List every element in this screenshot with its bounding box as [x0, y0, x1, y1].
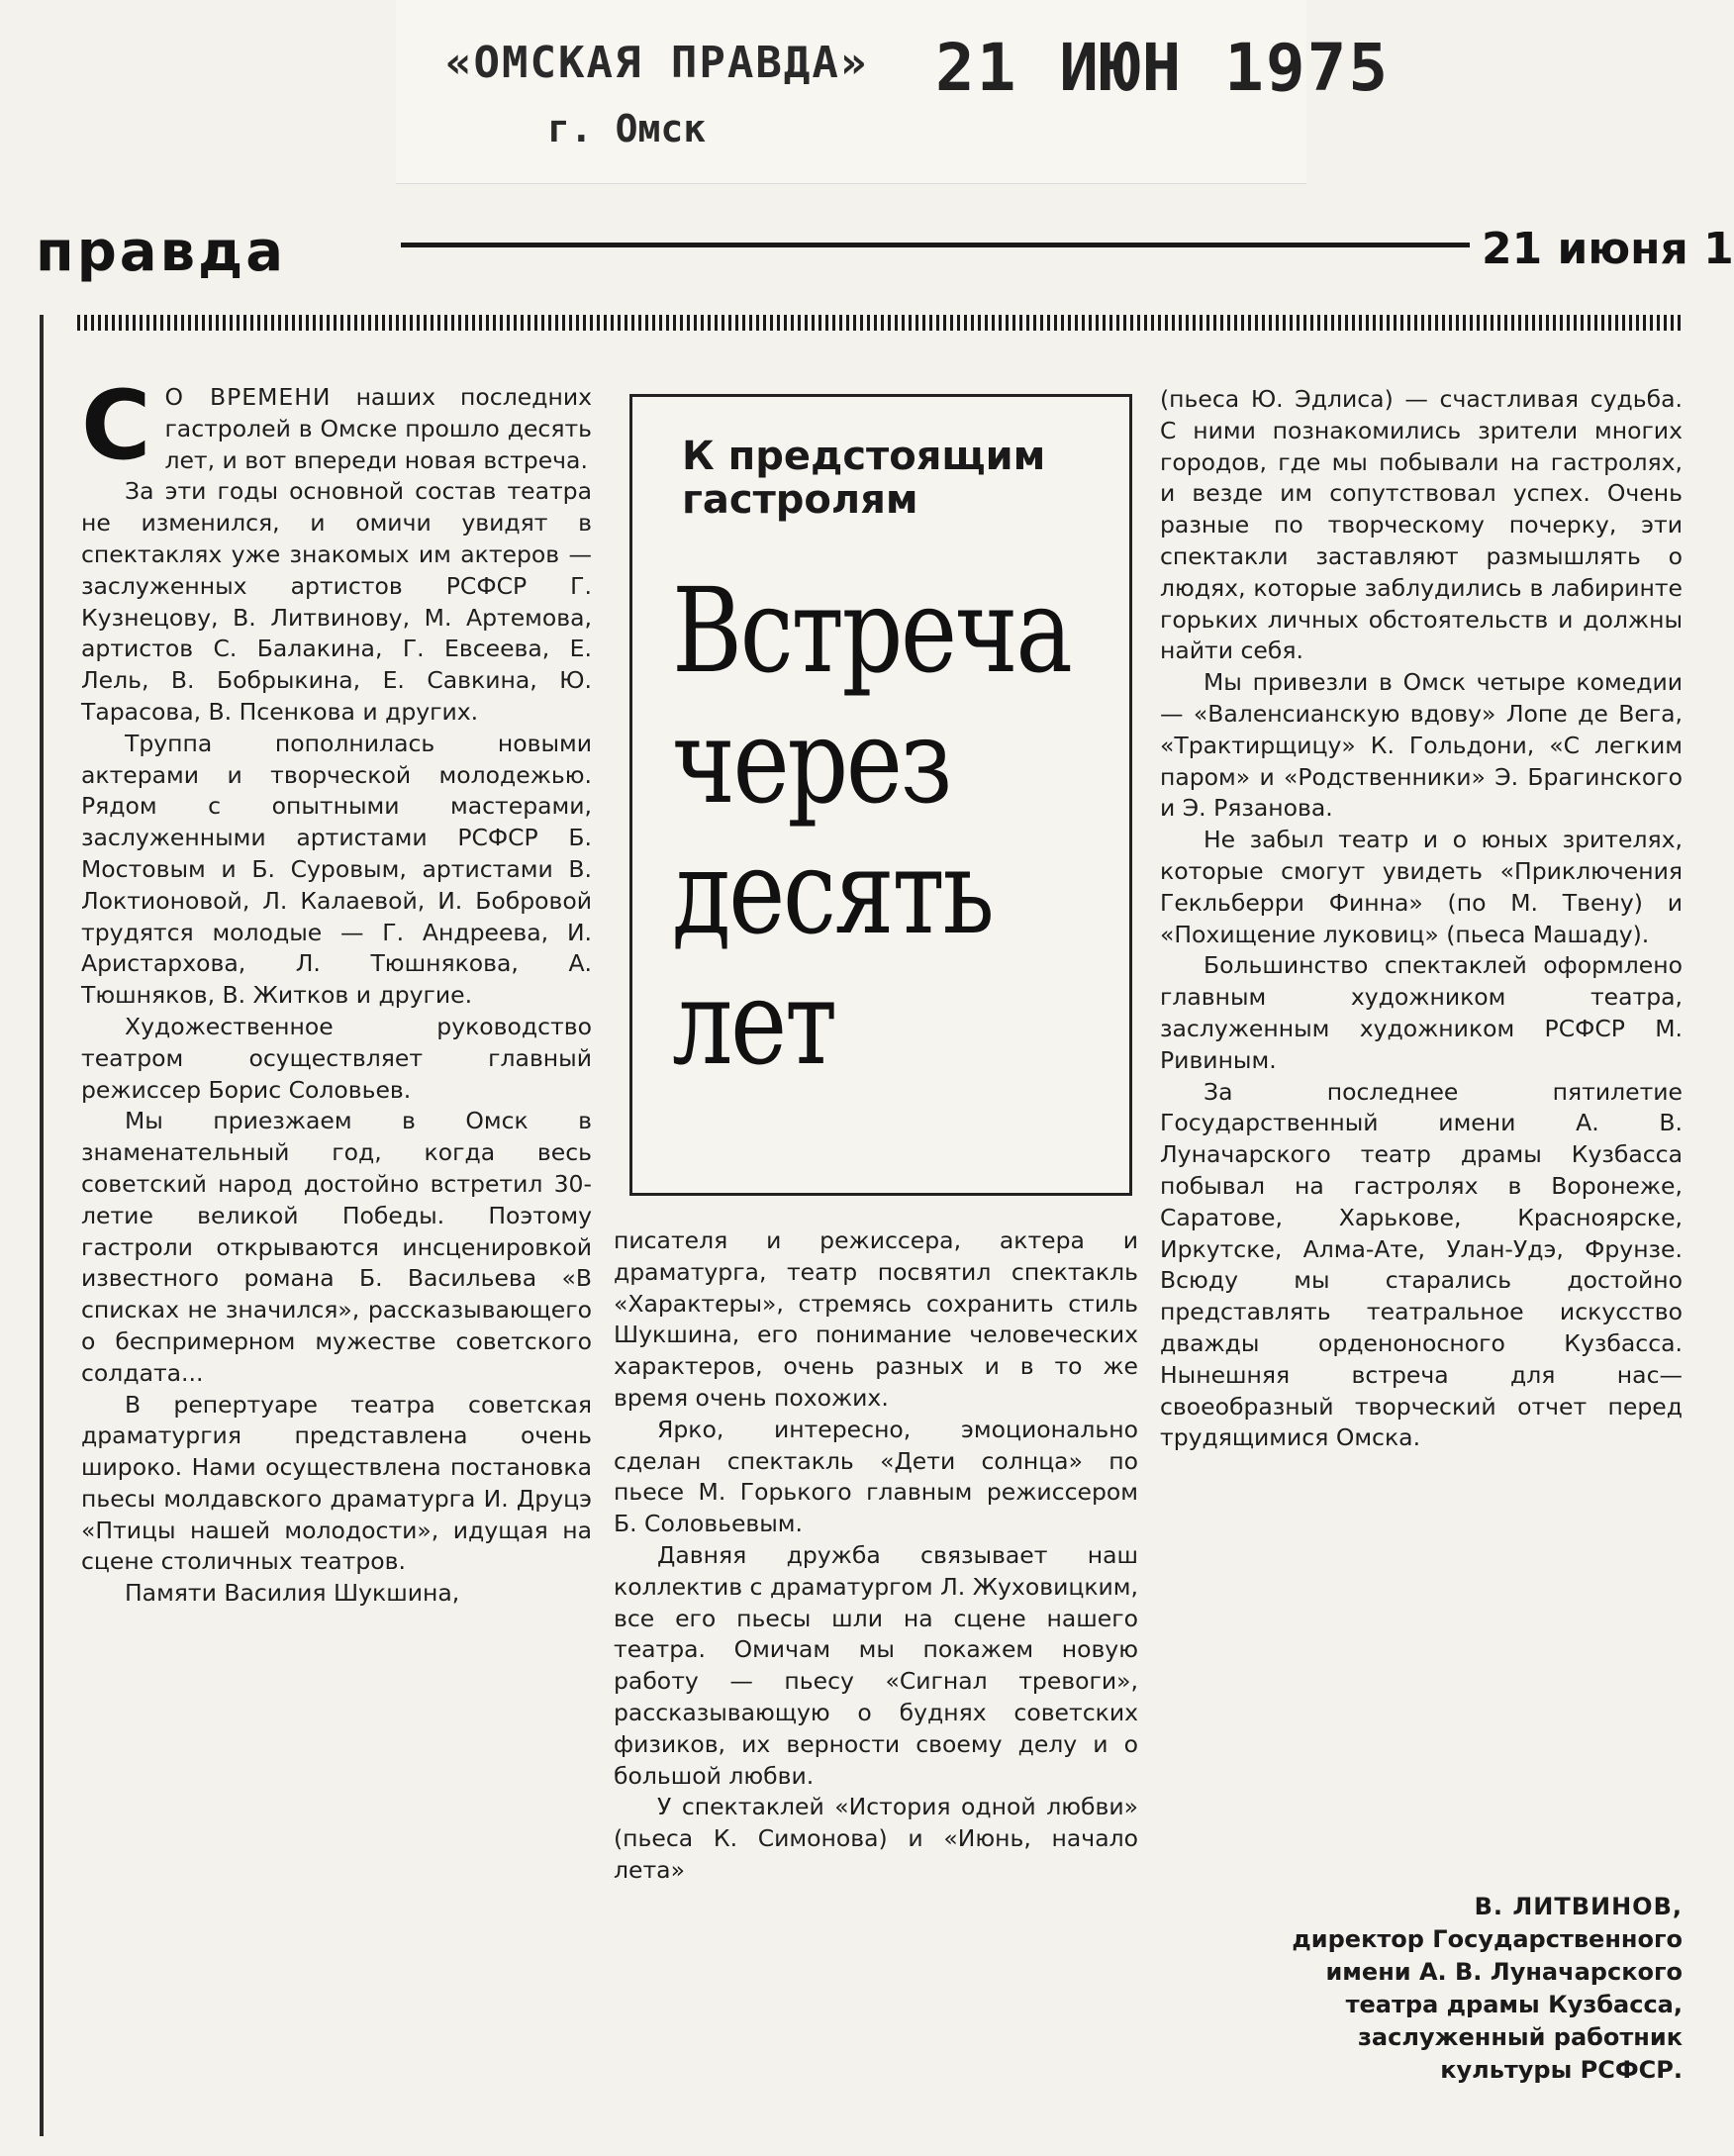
paragraph: Не забыл театр и о юных зрителях, которые смогут увидеть «Приключения Гекльберри Финна» (по М. Твену) и «Похищение луковиц» (пьеса Машаду). — [1160, 826, 1683, 948]
headline-box — [629, 394, 1132, 1196]
paragraph: За последнее пятилетие Государственный имени А. В. Луначарского театр драмы Кузбасса побывал на гастролях в Воронеже, Саратове, Харькове, Красноярске, Иркутске, Алма-Ате, Улан-Удэ, Фрунзе. Всюду мы старались достойно представлять театральное искусство дважды орденоносного Кузбасса. Нынешняя встреча для нас—своеобразный творческий отчет перед трудящимися Омска. — [1160, 1077, 1683, 1452]
paragraph: Труппа пополнилась новыми актерами и творческой молодежью. Рядом с опытными мастерами, заслуженными артистами РСФСР Б. Мостовым и Б. Суровым, артистами В. Локтионовой, Л. Калаевой, И. Бобровой трудятся молодые — Г. Андреева, И. Аристархова, Л. Тюшнякова, А. Тюшняков, В. Житков и другие. — [81, 729, 592, 1010]
author-signature — [1160, 1891, 1683, 2087]
paragraph: Мы приезжаем в Омск в знаменательный год, когда весь советский народ достойно встретил 30-летие великой Победы. Поэтому гастроли открываются инсценировкой известного романа Б. Васильева «В списках не значился», рассказывающего о беспримерном мужестве советского солдата... — [81, 1107, 592, 1387]
paragraph — [81, 370, 592, 481]
paragraph: Художественное руководство театром осуществляет главный режиссер Борис Соловьев. — [81, 1012, 592, 1104]
paragraph: (пьеса Ю. Эдлиса) — счастливая судьба. С ними познакомились зрители многих городов, где мы побывали на гастролях, и везде им сопутствовал успех. Очень разные по творческому почерку, эти спектакли заставляют размышлять о людях, которые заблудились в лабиринте горьких личных обстоятельств и должны найти себя. — [1160, 385, 1683, 665]
article-column-2 — [614, 1225, 1138, 1887]
author-title-line: заслуженный работник — [1357, 2023, 1683, 2051]
rubric: К предстоящим гастролям — [682, 434, 1046, 523]
headline-line: лет — [672, 954, 835, 1091]
article-column-3 — [1160, 384, 1683, 1454]
paragraph: Ярко, интересно, эмоционально сделан спектакль «Дети солнца» по пьесе М. Горького главным режиссером Б. Соловьевым. — [614, 1415, 1138, 1538]
author-title-line: имени А. В. Луначарского — [1325, 1958, 1683, 1986]
masthead-date: 21 июня 1 — [1482, 224, 1734, 274]
paragraph: В репертуаре театра советская драматургия представлена очень широко. Нами осуществлена постановка пьесы молдавского драматурга И. Друцэ «Птицы нашей молодости», идущая на сцене столичных театров. — [81, 1390, 592, 1576]
stamp-city: г. Омск — [547, 107, 707, 150]
masthead-rule — [401, 243, 1470, 247]
stamp-date: 21 ИЮН 1975 — [935, 30, 1391, 106]
headline-line: десять — [672, 824, 993, 960]
paragraph: писателя и режиссера, актера и драматурга, театр посвятил спектакль «Характеры», стремясь сохранить стиль Шукшина, его понимание человеческих характеров, очень разных и в то же время очень похожих. — [614, 1226, 1138, 1412]
author-name: В. ЛИТВИНОВ, — [1474, 1893, 1683, 1920]
lead-caps: О ВРЕМЕНИ — [164, 383, 332, 411]
headline-line: через — [672, 693, 950, 830]
paragraph: Давняя дружба связывает наш коллектив с драматургом Л. Жуховицким, все его пьесы шли на сцене нашего театра. Омичам мы покажем новую работу — пьесу «Сигнал тревоги», рассказывающую о буднях советских физиков, их верности своему делу и о большой любви. — [614, 1540, 1138, 1790]
paragraph: Мы привезли в Омск четыре комедии — «Валенсианскую вдову» Лопе де Вега, «Трактирщицу» К. Гольдони, «С легким паром» и «Родственники» Э. Брагинского и Э. Рязанова. — [1160, 668, 1683, 823]
masthead-title: правда — [36, 220, 287, 284]
paragraph: У спектаклей «История одной любви» (пьеса К. Симонова) и «Июнь, начало лета» — [614, 1793, 1138, 1884]
lead-text: наших последних гастролей в Омске прошло десять лет, и вот впереди новая встреча. — [164, 383, 592, 474]
left-frame-line — [40, 315, 44, 2136]
hatched-divider — [77, 315, 1681, 331]
paragraph: За эти годы основной состав театра не изменился, и омичи увидят в спектаклях уже знакомых им актеров — заслуженных артистов РСФСР Г. Кузнецову, В. Литвинову, М. Артемова, артистов С. Балакина, Г. Евсеева, Е. Лель, В. Бобрыкина, Е. Савкина, Ю. Тарасова, В. Псенкова и других. — [81, 477, 592, 726]
article-column-1 — [81, 370, 592, 1610]
author-title-line: культуры РСФСР. — [1440, 2056, 1683, 2084]
stamp-newspaper-name: «ОМСКАЯ ПРАВДА» — [445, 38, 869, 88]
headline-line: Встреча — [672, 562, 1071, 699]
paragraph: Большинство спектаклей оформлено главным художником театра, заслуженным художником РСФСР М. Ривиным. — [1160, 951, 1683, 1074]
drop-cap: С — [81, 370, 151, 481]
paragraph: Памяти Василия Шукшина, — [125, 1579, 460, 1608]
headline — [672, 562, 1071, 1091]
author-title-line: директор Государственного — [1292, 1925, 1683, 1953]
author-title-line: театра драмы Кузбасса, — [1345, 1991, 1683, 2018]
